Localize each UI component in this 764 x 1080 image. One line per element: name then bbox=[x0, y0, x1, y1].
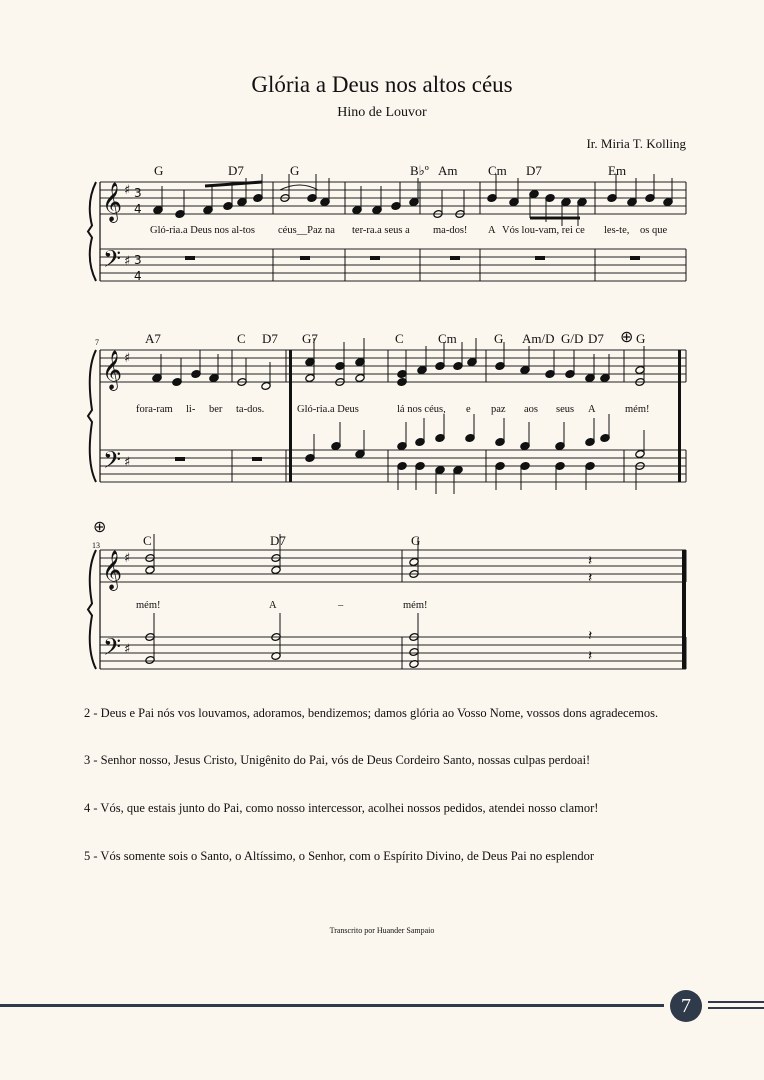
chord-symbol: C bbox=[395, 331, 404, 346]
brace bbox=[88, 350, 96, 482]
beam bbox=[205, 182, 262, 186]
measure-number: 7 bbox=[95, 338, 99, 347]
time-signature: 4 bbox=[134, 202, 142, 216]
lyric-syllables: ma-dos! bbox=[433, 225, 468, 236]
chord-symbol: G bbox=[411, 533, 421, 548]
chord-symbol: Am/D bbox=[522, 331, 555, 346]
chord-symbol: G bbox=[494, 331, 504, 346]
chord-symbol: Cm bbox=[488, 163, 507, 178]
coda-icon: ⊕ bbox=[93, 517, 107, 536]
chord-symbol: G bbox=[636, 331, 646, 346]
final-barline bbox=[682, 550, 686, 669]
quarter-rest: 𝄽 bbox=[588, 648, 593, 664]
lyric-syllables: Gló-ria.a Deus nos al-tos bbox=[150, 225, 255, 236]
brace bbox=[88, 182, 96, 281]
time-signature: 4 bbox=[134, 269, 142, 283]
chord-symbol: A7 bbox=[145, 331, 161, 346]
composer-credit: Ir. Miria T. Kolling bbox=[586, 136, 686, 151]
quarter-rest: 𝄽 bbox=[588, 628, 593, 644]
chord-symbol: Cm bbox=[438, 331, 457, 346]
whole-rest bbox=[630, 256, 640, 260]
verse-text: 4 - Vós, que estais junto do Pai, como nosso intercessor, acolhei nossos pedidos, atendei nosso clamor! bbox=[84, 801, 599, 815]
chord-symbol: D7 bbox=[526, 163, 542, 178]
lyric-syllables: A bbox=[488, 225, 496, 236]
lyric-syllables: lá nos céus, bbox=[397, 404, 446, 415]
chord-symbol: G7 bbox=[302, 331, 318, 346]
lyric-syllables: os que bbox=[640, 225, 668, 236]
chord-symbol: B♭º bbox=[410, 163, 429, 178]
key-sharp: ♯ bbox=[124, 254, 131, 269]
song-subtitle: Hino de Louvor bbox=[337, 105, 427, 120]
verse-text: 3 - Senhor nosso, Jesus Cristo, Unigênito do Pai, vós de Deus Cordeiro Santo, nossas culpas perdoai! bbox=[84, 753, 591, 767]
lyric-syllables: mém! bbox=[625, 404, 650, 415]
footer-rule bbox=[708, 1007, 764, 1009]
whole-rest bbox=[252, 457, 262, 461]
whole-rest bbox=[535, 256, 545, 260]
key-sharp: ♯ bbox=[124, 183, 131, 198]
brace bbox=[88, 550, 96, 669]
transcription-credit: Transcrito por Huander Sampaio bbox=[329, 926, 435, 935]
lyric-syllables: li- bbox=[186, 404, 196, 415]
treble-clef: 𝄞 bbox=[102, 550, 123, 590]
lyric-syllables: e bbox=[466, 404, 471, 415]
key-sharp: ♯ bbox=[124, 642, 131, 657]
whole-rest bbox=[300, 256, 310, 260]
chord-symbol: G/D bbox=[561, 331, 584, 346]
bass-clef: 𝄢 bbox=[103, 446, 122, 479]
lyric-syllables: céus__Paz na bbox=[278, 225, 335, 236]
chord-symbol: G bbox=[290, 163, 300, 178]
key-sharp: ♯ bbox=[124, 551, 131, 566]
lyric-syllables: les-te, bbox=[604, 225, 630, 236]
footer-rule bbox=[0, 1004, 664, 1007]
verse-text: 2 - Deus e Pai nós vos louvamos, adoramos, bendizemos; damos glória ao Vosso Nome, vossos dons agradecemos. bbox=[84, 706, 659, 720]
lyric-syllables: paz bbox=[491, 404, 506, 415]
lyric-syllables: Vós lou-vam, rei ce bbox=[502, 225, 585, 236]
verse-text: 5 - Vós somente sois o Santo, o Altíssimo, o Senhor, com o Espírito Divino, de Deus Pai no esplendor bbox=[84, 849, 595, 863]
song-title: Glória a Deus nos altos céus bbox=[251, 72, 513, 97]
bass-clef: 𝄢 bbox=[103, 245, 122, 278]
quarter-rest: 𝄽 bbox=[588, 553, 593, 569]
whole-rest bbox=[370, 256, 380, 260]
lyric-syllables: fora-ram bbox=[136, 404, 173, 415]
treble-clef: 𝄞 bbox=[102, 350, 123, 390]
lyric-syllables: A bbox=[269, 600, 277, 611]
repeat-barline bbox=[678, 350, 681, 482]
repeat-barline bbox=[289, 350, 292, 482]
chord-symbol: C bbox=[143, 533, 152, 548]
coda-icon: ⊕ bbox=[620, 327, 634, 346]
lyric-syllables: ter-ra.a seus a bbox=[352, 225, 410, 236]
page-number-badge: 7 bbox=[670, 990, 702, 1022]
chord-symbol: D7 bbox=[228, 163, 244, 178]
time-signature: 3 bbox=[134, 253, 142, 267]
key-sharp: ♯ bbox=[124, 455, 131, 470]
key-sharp: ♯ bbox=[124, 351, 131, 366]
bass-clef: 𝄢 bbox=[103, 633, 122, 666]
whole-rest bbox=[175, 457, 185, 461]
lyric-syllables: A bbox=[588, 404, 596, 415]
lyric-syllables: ber bbox=[209, 404, 223, 415]
footer-rule bbox=[708, 1001, 764, 1003]
chord-symbol: Em bbox=[608, 163, 627, 178]
whole-rest bbox=[185, 256, 195, 260]
lyric-syllables: aos bbox=[524, 404, 538, 415]
chord-symbol: Am bbox=[438, 163, 458, 178]
chord-symbol: G bbox=[154, 163, 164, 178]
chord-symbol: D7 bbox=[588, 331, 604, 346]
lyric-syllables: mém! bbox=[136, 600, 161, 611]
measure-number: 13 bbox=[92, 541, 100, 550]
lyric-syllables: ta-dos. bbox=[236, 404, 265, 415]
chord-symbol: D7 bbox=[262, 331, 278, 346]
chord-symbol: C bbox=[237, 331, 246, 346]
lyric-syllables: seus bbox=[556, 404, 575, 415]
treble-clef: 𝄞 bbox=[102, 182, 123, 222]
lyric-syllables: Gló-ria.a Deus bbox=[297, 404, 359, 415]
slur bbox=[280, 185, 318, 190]
chord-symbol: D7 bbox=[270, 533, 286, 548]
lyric-syllables: mém! bbox=[403, 600, 428, 611]
quarter-rest: 𝄽 bbox=[588, 570, 593, 586]
time-signature: 3 bbox=[134, 186, 142, 200]
whole-rest bbox=[450, 256, 460, 260]
lyric-syllables: – bbox=[338, 600, 344, 611]
